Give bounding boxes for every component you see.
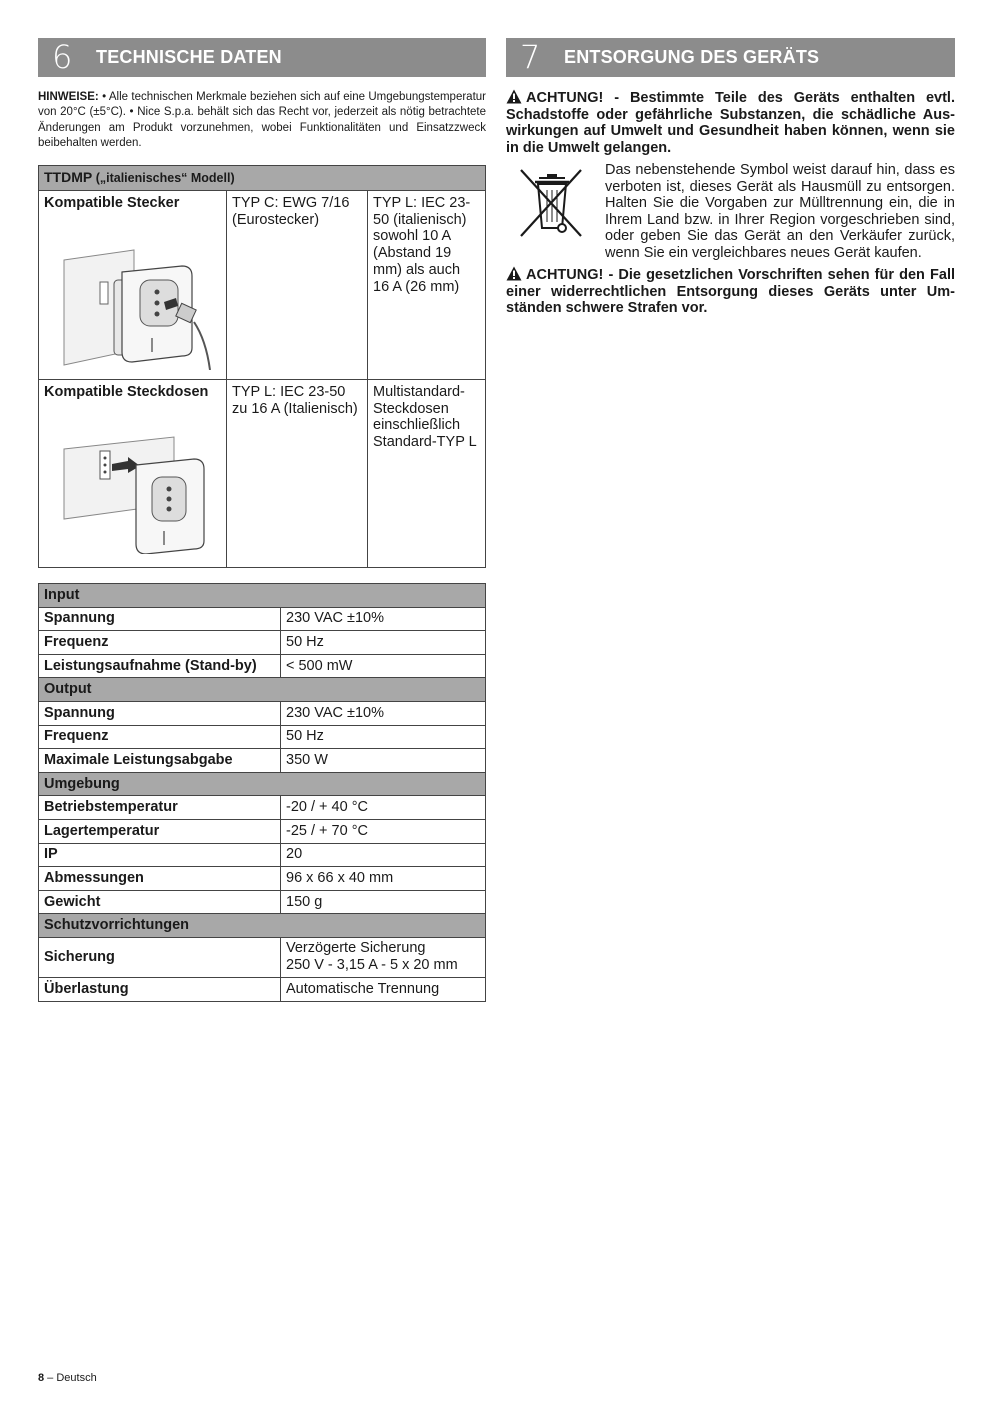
table-row: Abmessungen 96 x 66 x 40 mm [39, 867, 486, 891]
section-number: 7 [520, 38, 541, 76]
group-row-input: Input [39, 584, 486, 608]
page-footer [38, 1372, 97, 1384]
section-number: 6 [52, 38, 73, 76]
language-label: – Deutsch [44, 1372, 97, 1384]
table-row: Betriebstemperatur -20 / + 40 °C [39, 796, 486, 820]
socket-illustration [44, 409, 214, 554]
hinweise-text: • Alle technischen Merkmale beziehen sich auf eine Umgebungstemperatur von 20°C (±5°C). • Nice S.p.a. behält sich das Recht vor, jederzeit als nötig betrachtete Änderungen am Produkt vorzunehmen, wobei Funktionalitäten und Einsatzzweck beibehalten werden. [38, 91, 486, 150]
table-row: Lagertemperatur -25 / + 70 °C [39, 819, 486, 843]
socket-multistandard: Multistandard-Steckdosen einschließlich Standard-TYP L [368, 379, 486, 567]
crossed-bin-icon [517, 166, 587, 238]
row-label: Kompatible Steckdosen [44, 383, 209, 400]
ttdmp-title: TTDMP [44, 169, 93, 185]
table-row: Frequenz 50 Hz [39, 725, 486, 749]
warning-hazardous: ACHTUNG! - Bestimmte Teile des Geräts enthalten evtl. Schadstoffe oder gefährliche Substanzen, die schädliche Auswirkungen auf Umwelt und Gesundheit haben können, wenn sie in die Umwelt gelangen. [506, 90, 955, 156]
socket-cell [39, 379, 227, 567]
table-row: Leistungsaufnahme (Stand-by) < 500 mW [39, 654, 486, 678]
warning-icon [506, 89, 522, 104]
weee-notice: Das nebenstehende Symbol weist darauf hin, dass es verboten ist, dieses Gerät als Hausmüll zu entsorgen. Halten Sie die Vorgaben zur Mülltrennung ein, die in Ihrem Land bzw. in Ihrer Region vorgeschrieben sind, oder geben Sie das Gerät an den Verkäufer zurück, wenn Sie ein vergleichbares neues Gerät kaufen. [605, 162, 955, 261]
table-row: Sicherung Verzögerte Sicherung 250 V - 3,15 A - 5 x 20 mm [39, 937, 486, 977]
plug-type-c: TYP C: EWG 7/16 (Eurostecker) [227, 190, 368, 379]
table-row [39, 379, 486, 567]
section-6-header [38, 38, 486, 77]
socket-type-l: TYP L: IEC 23-50 zu 16 A (Italienisch) [227, 379, 368, 567]
group-row-output: Output [39, 678, 486, 702]
page-number: 8 [38, 1372, 45, 1384]
hinweise-label: HINWEISE: [38, 91, 99, 103]
table-row: Frequenz 50 Hz [39, 631, 486, 655]
plug-cell [39, 190, 227, 379]
ttdmp-header [39, 166, 486, 191]
section-title: ENTSORGUNG DES GERÄTS [564, 47, 820, 67]
table-row: Spannung 230 VAC ±10% [39, 701, 486, 725]
section-title: TECHNISCHE DATEN [96, 47, 282, 67]
table-row: Spannung 230 VAC ±10% [39, 607, 486, 631]
warning-icon [506, 266, 522, 281]
row-label: Kompatible Stecker [44, 194, 180, 211]
hinweise-note [38, 90, 486, 152]
group-row-umgebung: Umgebung [39, 772, 486, 796]
plug-illustration [44, 220, 214, 370]
table-row: Maximale Leistungsabgabe 350 W [39, 749, 486, 773]
table-row: IP 20 [39, 843, 486, 867]
section-7-header [506, 38, 955, 77]
specs-table [38, 583, 486, 1002]
table-row: Gewicht 150 g [39, 890, 486, 914]
group-row-schutz: Schutzvorrichtungen [39, 914, 486, 938]
plug-type-l: TYP L: IEC 23-50 (italienisch) sowohl 10 A (Abstand 19 mm) als auch 16 A (26 mm) [368, 190, 486, 379]
table-row [39, 190, 486, 379]
table-row: Überlastung Automatische Trennung [39, 977, 486, 1001]
warning-penalties: ACHTUNG! - Die gesetzlichen Vorschriften sehen für den Fall einer widerrechtlichen Entsorgung dieses Geräts unter Umständen schwere Strafen vor. [506, 267, 955, 317]
ttdmp-subtitle: („italienisches“ Modell) [92, 171, 235, 185]
ttdmp-table [38, 165, 486, 568]
